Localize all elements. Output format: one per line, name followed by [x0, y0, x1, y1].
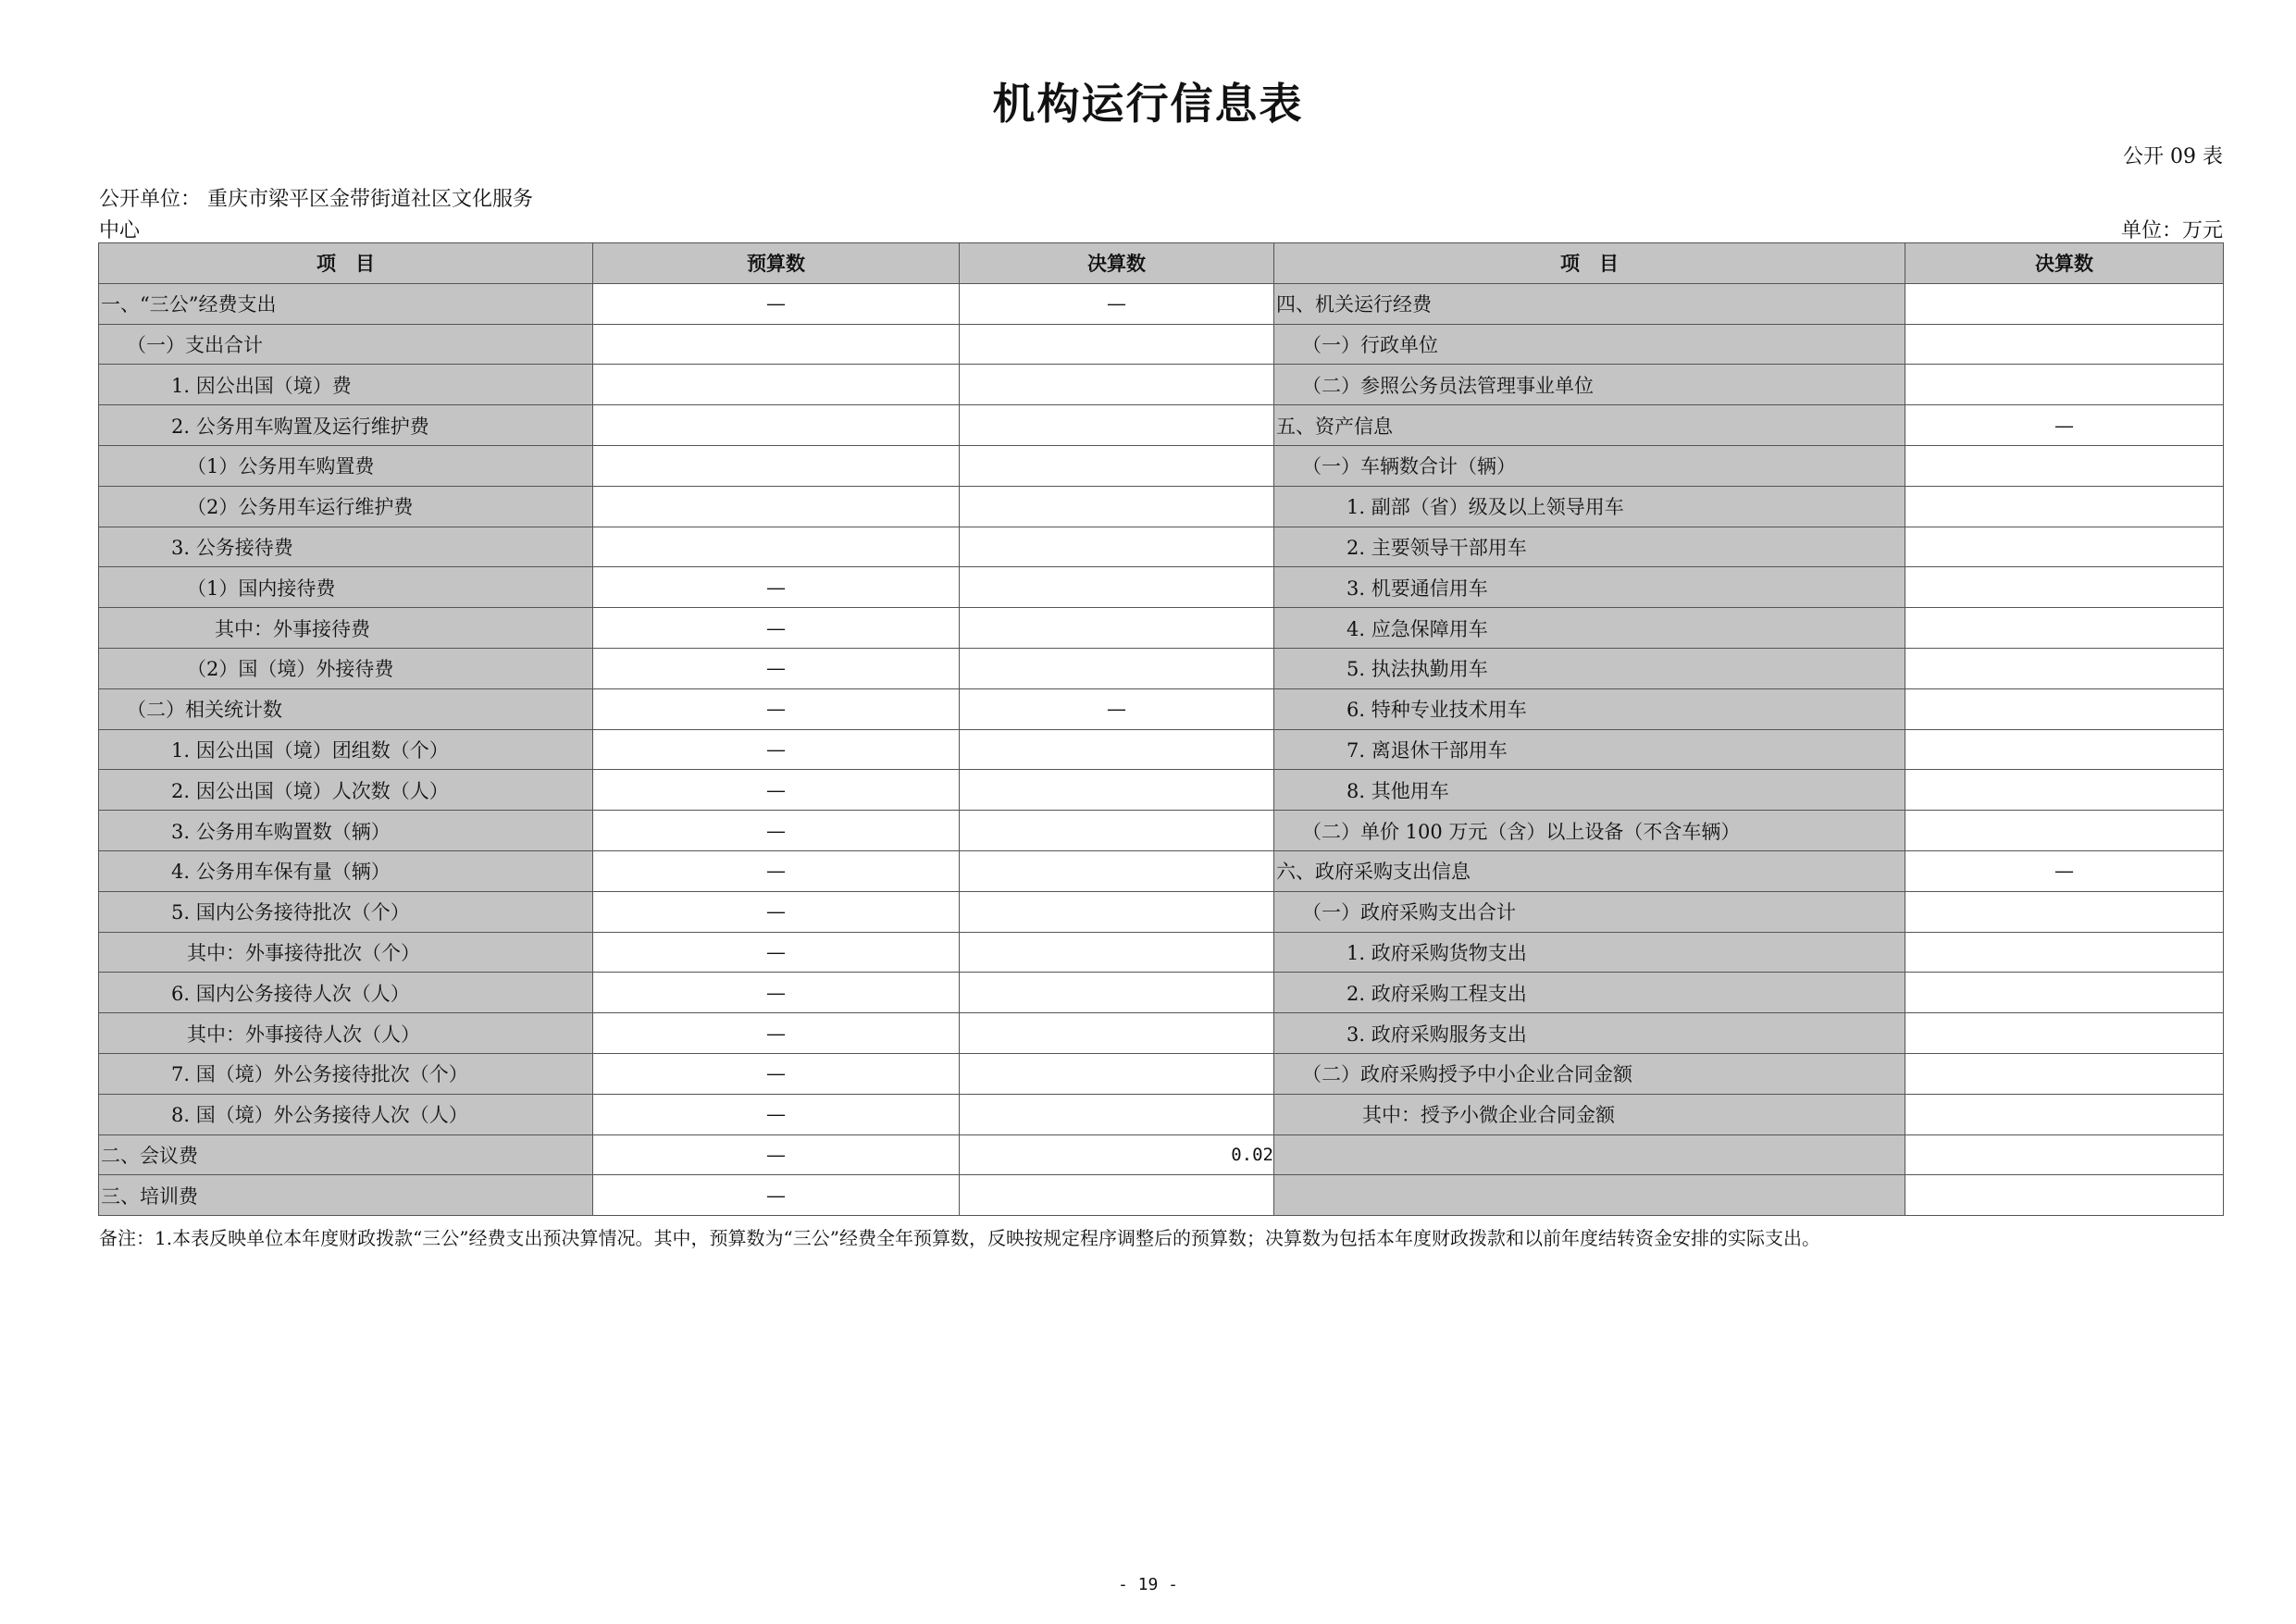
table-row	[99, 608, 2224, 649]
right-final-cell	[1905, 891, 2224, 932]
left-item-cell: 其中：外事接待费	[99, 608, 593, 649]
table-row	[99, 405, 2224, 446]
table-row	[99, 850, 2224, 891]
right-final-cell	[1905, 486, 2224, 527]
final-cell	[960, 770, 1274, 811]
left-item-cell: 6. 国内公务接待人次（人）	[99, 973, 593, 1013]
right-item-cell: 3. 机要通信用车	[1274, 567, 1905, 608]
header-final: 决算数	[960, 243, 1274, 284]
budget-cell: —	[593, 1094, 960, 1134]
final-cell: 0.02	[960, 1134, 1274, 1175]
table-row	[99, 648, 2224, 688]
right-item-cell: 四、机关运行经费	[1274, 283, 1905, 324]
right-item-cell: 2. 政府采购工程支出	[1274, 973, 1905, 1013]
left-item-cell: 二、会议费	[99, 1134, 593, 1175]
right-final-cell	[1905, 1175, 2224, 1216]
right-final-cell	[1905, 811, 2224, 851]
table-row	[99, 324, 2224, 365]
left-item-cell: （1）公务用车购置费	[99, 445, 593, 486]
left-item-cell: 3. 公务用车购置数（辆）	[99, 811, 593, 851]
right-item-cell: （一）行政单位	[1274, 324, 1905, 365]
table-row	[99, 283, 2224, 324]
header-right-item: 项 目	[1274, 243, 1905, 284]
left-item-cell: （一）支出合计	[99, 324, 593, 365]
final-cell	[960, 405, 1274, 446]
table-row	[99, 891, 2224, 932]
right-item-cell	[1274, 1134, 1905, 1175]
right-final-cell	[1905, 973, 2224, 1013]
left-item-cell: （二）相关统计数	[99, 688, 593, 729]
left-item-cell: （2）国（境）外接待费	[99, 648, 593, 688]
reporting-unit-line-2: 中心	[99, 219, 141, 242]
final-cell	[960, 932, 1274, 973]
footnote: 备注：1.本表反映单位本年度财政拨款“三公”经费支出预决算情况。其中，预算数为“三公”经费全年预算数，反映按规定程序调整后的预算数；决算数为包括本年度财政拨款和以前年度结转资金安排的实际支出。	[99, 1227, 1820, 1249]
budget-cell	[593, 405, 960, 446]
left-item-cell: 8. 国（境）外公务接待人次（人）	[99, 1094, 593, 1134]
left-item-cell: 1. 因公出国（境）团组数（个）	[99, 729, 593, 770]
right-final-cell	[1905, 527, 2224, 567]
info-table	[98, 242, 2224, 1216]
final-cell	[960, 1094, 1274, 1134]
table-row	[99, 365, 2224, 405]
final-cell	[960, 891, 1274, 932]
right-item-cell: 2. 主要领导干部用车	[1274, 527, 1905, 567]
budget-cell	[593, 365, 960, 405]
budget-cell: —	[593, 811, 960, 851]
budget-cell: —	[593, 850, 960, 891]
right-item-cell: 六、政府采购支出信息	[1274, 850, 1905, 891]
table-row	[99, 445, 2224, 486]
left-item-cell: （1）国内接待费	[99, 567, 593, 608]
budget-cell: —	[593, 729, 960, 770]
table-row	[99, 486, 2224, 527]
right-final-cell	[1905, 648, 2224, 688]
table-row	[99, 567, 2224, 608]
budget-cell: —	[593, 1013, 960, 1054]
budget-cell	[593, 445, 960, 486]
right-item-cell: 4. 应急保障用车	[1274, 608, 1905, 649]
right-final-cell	[1905, 1094, 2224, 1134]
right-final-cell	[1905, 1013, 2224, 1054]
page-number: - 19 -	[1117, 1575, 1179, 1594]
left-item-cell: 3. 公务接待费	[99, 527, 593, 567]
final-cell	[960, 324, 1274, 365]
left-item-cell: 一、“三公”经费支出	[99, 283, 593, 324]
final-cell	[960, 1175, 1274, 1216]
budget-cell: —	[593, 1134, 960, 1175]
budget-cell: —	[593, 1175, 960, 1216]
budget-cell: —	[593, 973, 960, 1013]
left-item-cell: （2）公务用车运行维护费	[99, 486, 593, 527]
page-title: 机构运行信息表	[992, 79, 1304, 129]
right-item-cell: （二）参照公务员法管理事业单位	[1274, 365, 1905, 405]
header-budget: 预算数	[593, 243, 960, 284]
table-row	[99, 1094, 2224, 1134]
right-item-cell: （二）单价 100 万元（含）以上设备（不含车辆）	[1274, 811, 1905, 851]
table-row	[99, 973, 2224, 1013]
budget-cell: —	[593, 932, 960, 973]
right-item-cell: （一）车辆数合计（辆）	[1274, 445, 1905, 486]
right-item-cell: （二）政府采购授予中小企业合同金额	[1274, 1053, 1905, 1094]
final-cell: —	[960, 283, 1274, 324]
left-item-cell: 其中：外事接待人次（人）	[99, 1013, 593, 1054]
right-final-cell	[1905, 1134, 2224, 1175]
money-unit: 单位：万元	[2120, 219, 2223, 242]
budget-cell: —	[593, 770, 960, 811]
table-row	[99, 1175, 2224, 1216]
table-row	[99, 1053, 2224, 1094]
right-item-cell: 五、资产信息	[1274, 405, 1905, 446]
final-cell	[960, 850, 1274, 891]
left-item-cell: 其中：外事接待批次（个）	[99, 932, 593, 973]
final-cell	[960, 608, 1274, 649]
table-row	[99, 811, 2224, 851]
budget-cell: —	[593, 608, 960, 649]
table-row	[99, 770, 2224, 811]
right-item-cell: 其中：授予小微企业合同金额	[1274, 1094, 1905, 1134]
left-item-cell: 4. 公务用车保有量（辆）	[99, 850, 593, 891]
budget-cell	[593, 486, 960, 527]
left-item-cell: 2. 因公出国（境）人次数（人）	[99, 770, 593, 811]
left-item-cell: 三、培训费	[99, 1175, 593, 1216]
budget-cell: —	[593, 1053, 960, 1094]
left-item-cell: 7. 国（境）外公务接待批次（个）	[99, 1053, 593, 1094]
final-cell: —	[960, 688, 1274, 729]
right-final-cell: —	[1905, 850, 2224, 891]
right-item-cell	[1274, 1175, 1905, 1216]
right-item-cell: 7. 离退休干部用车	[1274, 729, 1905, 770]
header-right-final: 决算数	[1905, 243, 2224, 284]
budget-cell	[593, 527, 960, 567]
budget-cell	[593, 324, 960, 365]
budget-cell: —	[593, 688, 960, 729]
final-cell	[960, 811, 1274, 851]
reporting-unit-line-1: 公开单位： 重庆市梁平区金带街道社区文化服务	[99, 188, 533, 211]
budget-cell: —	[593, 283, 960, 324]
right-final-cell	[1905, 283, 2224, 324]
final-cell	[960, 648, 1274, 688]
right-item-cell: 3. 政府采购服务支出	[1274, 1013, 1905, 1054]
budget-cell: —	[593, 891, 960, 932]
right-item-cell: （一）政府采购支出合计	[1274, 891, 1905, 932]
final-cell	[960, 567, 1274, 608]
right-final-cell	[1905, 729, 2224, 770]
right-final-cell	[1905, 1053, 2224, 1094]
final-cell	[960, 1053, 1274, 1094]
table-row	[99, 932, 2224, 973]
right-final-cell	[1905, 567, 2224, 608]
right-final-cell: —	[1905, 405, 2224, 446]
final-cell	[960, 1013, 1274, 1054]
final-cell	[960, 527, 1274, 567]
header-left-item: 项 目	[99, 243, 593, 284]
left-item-cell: 5. 国内公务接待批次（个）	[99, 891, 593, 932]
right-item-cell: 6. 特种专业技术用车	[1274, 688, 1905, 729]
right-final-cell	[1905, 608, 2224, 649]
table-row	[99, 1013, 2224, 1054]
final-cell	[960, 365, 1274, 405]
table-row	[99, 527, 2224, 567]
right-item-cell: 5. 执法执勤用车	[1274, 648, 1905, 688]
budget-cell: —	[593, 567, 960, 608]
right-final-cell	[1905, 770, 2224, 811]
final-cell	[960, 729, 1274, 770]
left-item-cell: 1. 因公出国（境）费	[99, 365, 593, 405]
right-final-cell	[1905, 445, 2224, 486]
table-header-row	[99, 243, 2224, 284]
final-cell	[960, 486, 1274, 527]
right-final-cell	[1905, 688, 2224, 729]
right-final-cell	[1905, 932, 2224, 973]
table-row	[99, 729, 2224, 770]
right-item-cell: 1. 副部（省）级及以上领导用车	[1274, 486, 1905, 527]
right-final-cell	[1905, 324, 2224, 365]
table-row	[99, 1134, 2224, 1175]
right-final-cell	[1905, 365, 2224, 405]
final-cell	[960, 445, 1274, 486]
left-item-cell: 2. 公务用车购置及运行维护费	[99, 405, 593, 446]
table-row	[99, 688, 2224, 729]
table-number: 公开 09 表	[2123, 145, 2223, 168]
right-item-cell: 1. 政府采购货物支出	[1274, 932, 1905, 973]
right-item-cell: 8. 其他用车	[1274, 770, 1905, 811]
final-cell	[960, 973, 1274, 1013]
budget-cell: —	[593, 648, 960, 688]
